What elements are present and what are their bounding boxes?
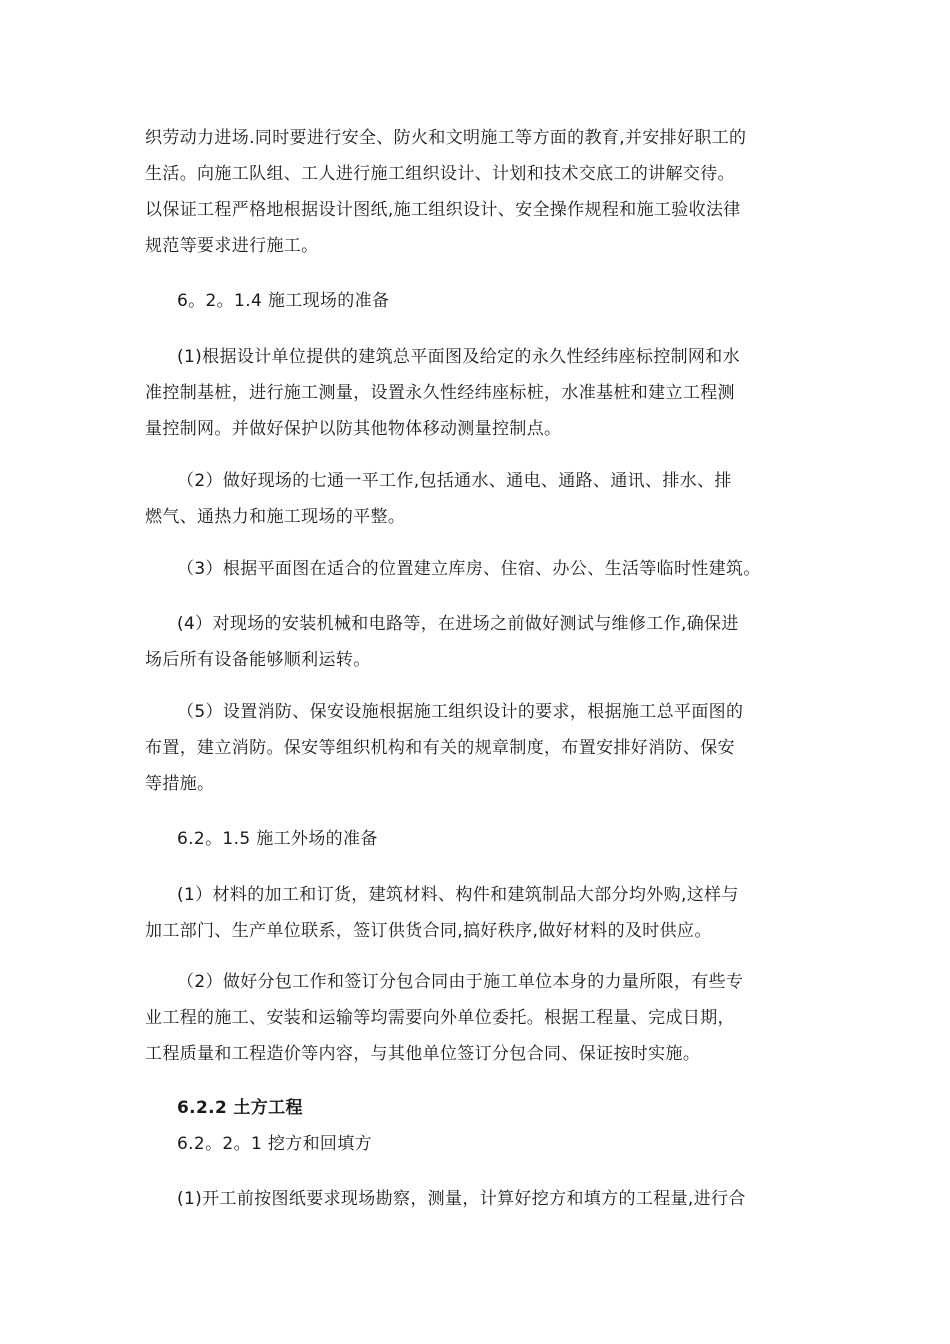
section-heading: 6.2。1.5 施工外场的准备 (177, 829, 378, 849)
paragraph-line: 以保证工程严格地根据设计图纸,施工组织设计、安全操作规程和施工验收法律 (145, 200, 741, 220)
paragraph-line: （3）根据平面图在适合的位置建立库房、住宿、办公、生活等临时性建筑。 (177, 559, 761, 579)
paragraph-line: 布置，建立消防。保安等组织机构和有关的规章制度，布置安排好消防、保安 (145, 738, 735, 758)
paragraph-line: 加工部门、生产单位联系，签订供货合同,搞好秩序,做好材料的及时供应。 (145, 921, 712, 941)
paragraph-line: 业工程的施工、安装和运输等均需要向外单位委托。根据工程量、完成日期， (145, 1008, 735, 1028)
paragraph-line: 场后所有设备能够顺利运转。 (145, 650, 371, 670)
paragraph-line: 燃气、通热力和施工现场的平整。 (145, 507, 406, 527)
paragraph-line: 织劳动力进场.同时要进行安全、防火和文明施工等方面的教育,并安排好职工的 (145, 128, 747, 148)
paragraph-line: (1）材料的加工和订货，建筑材料、构件和建筑制品大部分均外购,这样与 (177, 885, 739, 905)
paragraph-line: 准控制基桩，进行施工测量，设置永久性经纬座标桩，水准基桩和建立工程测 (145, 383, 735, 403)
paragraph-line: 工程质量和工程造价等内容，与其他单位签订分包合同、保证按时实施。 (145, 1044, 701, 1064)
paragraph-line: （2）做好分包工作和签订分包合同由于施工单位本身的力量所限，有些专 (177, 972, 744, 992)
paragraph-line: (1)开工前按图纸要求现场勘察，测量，计算好挖方和填方的工程量,进行合 (177, 1189, 746, 1209)
paragraph-line: 等措施。 (145, 774, 215, 794)
subsection-heading: 6.2.2 土方工程 (177, 1098, 303, 1118)
paragraph-line: 生活。向施工队组、工人进行施工组织设计、计划和技术交底工的讲解交待。 (145, 164, 735, 184)
paragraph-line: (4）对现场的安装机械和电路等，在进场之前做好测试与维修工作,确保进 (177, 614, 739, 634)
paragraph-line: （5）设置消防、保安设施根据施工组织设计的要求，根据施工总平面图的 (177, 702, 744, 722)
paragraph-line: 量控制网。并做好保护以防其他物体移动测量控制点。 (145, 419, 562, 439)
paragraph-line: 规范等要求进行施工。 (145, 236, 319, 256)
paragraph-line: （2）做好现场的七通一平工作,包括通水、通电、通路、通讯、排水、排 (177, 471, 732, 491)
section-heading: 6.2。2。1 挖方和回填方 (177, 1134, 372, 1154)
paragraph-line: (1)根据设计单位提供的建筑总平面图及给定的永久性经纬座标控制网和水 (177, 347, 740, 367)
section-heading: 6。2。1.4 施工现场的准备 (177, 291, 390, 311)
